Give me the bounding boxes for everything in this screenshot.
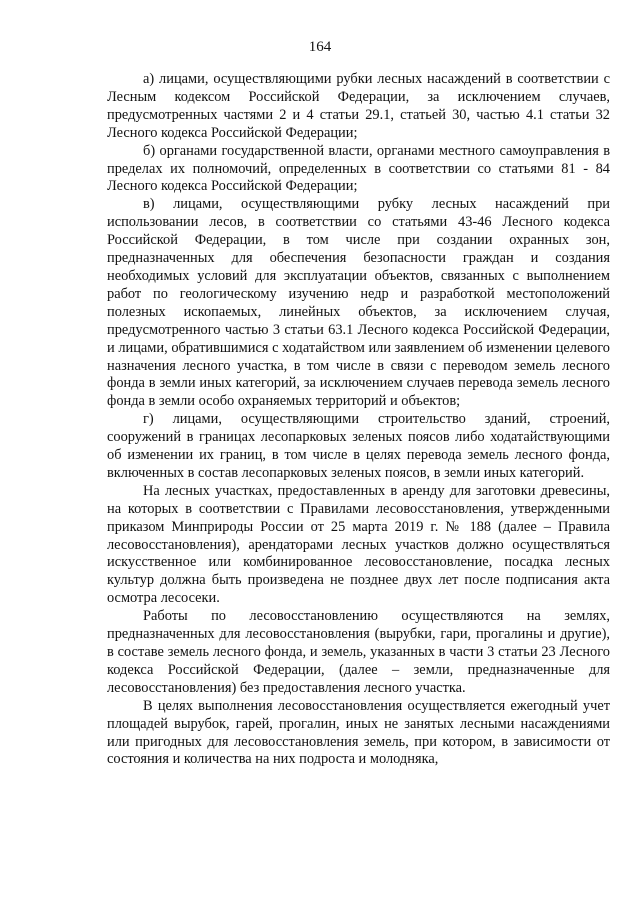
paragraph-lease-plots: На лесных участках, предоставленных в аренду для заготовки древесины, на которых в соответствии с Правилами лесовосстановления, утвержденными приказом Минприроды России от 25 марта 2019 г. № 188 (далее – Правила лесовосстановления), арендаторами лесных участков должно осуществляться искусственное или комбинированное лесовосстановление, посадка лесных культур должна быть произведена не позднее двух лет после подписания акта осмотра лесосеки.: [107, 482, 610, 607]
paragraph-v: в) лицами, осуществляющими рубку лесных насаждений при использовании лесов, в соответствии со статьями 43-46 Лесного кодекса Российской Федерации, в том числе при создании охранных зон, предназначенных для обеспечения безопасности граждан и создания необходимых условий для эксплуатации объектов, связанных с выполнением работ по геологическому изучению недр и разработкой местоположений полезных ископаемых, линейных объектов, за исключением случая, предусмотренного частью 3 статьи 63.1 Лесного кодекса Российской Федерации, и лицами, обратившимися с ходатайством или заявлением об изменении целевого назначения лесного участка, в том числе в связи с переводом земель лесного фонда в земли иных категорий, за исключением случаев перевода земель лесного фонда в земли особо охраняемых территорий и объектов;: [107, 196, 610, 410]
paragraph-reforestation-works: Работы по лесовосстановлению осуществляются на землях, предназначенных для лесовосстановления (вырубки, гари, прогалины и другие), в составе земель лесного фонда, и земель, указанных в части 3 статьи 23 Лесного кодекса Российской Федерации, (далее – земли, предназначенные для лесовосстановления) без предоставления лесного участка.: [107, 608, 610, 696]
paragraph-a: а) лицами, осуществляющими рубки лесных насаждений в соответствии с Лесным кодексом Российской Федерации, за исключением случаев, предусмотренных частями 2 и 4 статьи 29.1, статьей 30, частью 4.1 статьи 32 Лесного кодекса Российской Федерации;: [107, 71, 610, 141]
paragraph-g: г) лицами, осуществляющими строительство зданий, строений, сооружений в границах лесопарковых зеленых поясов либо ходатайствующими об изменении их границ, в том числе в целях перевода земель лесного фонда, включенных в состав лесопарковых зеленых поясов, в земли иных категорий.: [107, 411, 610, 481]
paragraph-b: б) органами государственной власти, органами местного самоуправления в пределах их полномочий, определенных в соответствии со статьями 81 - 84 Лесного кодекса Российской Федерации;: [107, 142, 610, 195]
document-body: [107, 71, 610, 769]
paragraph-annual-accounting: В целях выполнения лесовосстановления осуществляется ежегодный учет площадей вырубок, гарей, прогалин, иных не занятых лесными насаждениями или пригодных для лесовосстановления земель, при котором, в зависимости от состояния и количества на них подроста и молодняка,: [107, 697, 610, 768]
page-number: 164: [308, 39, 332, 55]
